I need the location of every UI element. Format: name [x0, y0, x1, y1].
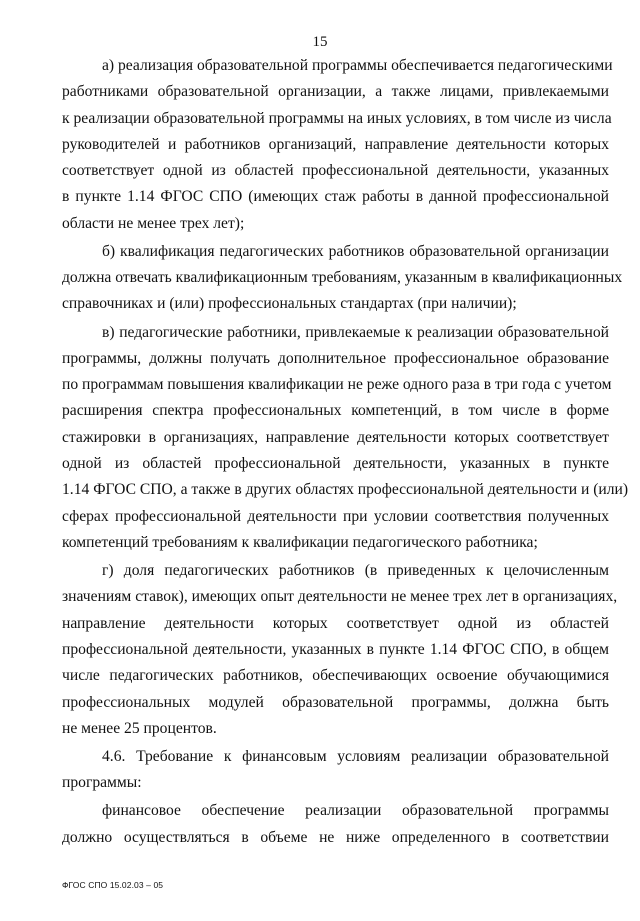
- text-line: по программам повышения квалификации не реже одного раза в три года с учетом: [62, 376, 612, 394]
- text-line: области не менее трех лет);: [62, 214, 245, 232]
- text-line: 4.6. Требование к финансовым условиям реализации образовательной: [102, 747, 609, 765]
- text-line: в) педагогические работники, привлекаемые к реализации образовательной: [102, 323, 609, 341]
- document-body: [62, 53, 629, 853]
- paragraph-item-a: [62, 53, 613, 237]
- paragraph-financing-paragraph: [62, 798, 609, 851]
- footer-document-code: ФГОС СПО 15.02.03 – 05: [62, 880, 164, 890]
- text-line: программы:: [62, 774, 142, 792]
- page-number: 15: [312, 34, 328, 50]
- text-line: направление деятельности которых соответствует одной из областей: [62, 614, 609, 632]
- text-line: программы, должны получать дополнительное профессиональное образование: [62, 349, 609, 367]
- text-line: профессиональных модулей образовательной программы, должна быть: [62, 693, 609, 711]
- text-line: числе педагогических работников, обеспечивающих освоение обучающимися: [62, 667, 609, 685]
- text-line: работниками образовательной организации, а также лицами, привлекаемыми: [62, 83, 609, 101]
- text-line: значениям ставок), имеющих опыт деятельности не менее трех лет в организациях,: [62, 588, 618, 606]
- text-line: к реализации образовательной программы на иных условиях, в том числе из числа: [62, 109, 612, 127]
- text-line: в пункте 1.14 ФГОС СПО (имеющих стаж работы в данной профессиональной: [62, 188, 609, 206]
- text-line: а) реализация образовательной программы обеспечивается педагогическими: [102, 57, 613, 74]
- paragraph-item-v: [62, 320, 629, 557]
- text-line: 1.14 ФГОС СПО, а также в других областях профессиональной деятельности и (или): [62, 481, 629, 499]
- text-line: г) доля педагогических работников (в приведенных к целочисленным: [102, 562, 609, 580]
- text-line: расширения спектра профессиональных компетенций, в том числе в форме: [62, 402, 609, 420]
- text-line: справочниках и (или) профессиональных стандартах (при наличии);: [62, 295, 517, 313]
- text-line: руководителей и работников организаций, направление деятельности которых: [62, 135, 609, 153]
- paragraph-section-4-6: [62, 744, 609, 797]
- text-line: финансовое обеспечение реализации образовательной программы: [102, 802, 609, 820]
- text-line: должна отвечать квалификационным требованиям, указанным в квалификационных: [62, 269, 623, 287]
- text-line: не менее 25 процентов.: [62, 719, 217, 737]
- text-line: профессиональной деятельности, указанных в пункте 1.14 ФГОС СПО, в общем: [62, 640, 609, 658]
- paragraph-item-b: [62, 239, 623, 318]
- text-line: должно осуществляться в объеме не ниже определенного в соответствии: [62, 828, 609, 846]
- paragraph-item-g: [62, 558, 618, 742]
- text-line: стажировки в организациях, направление деятельности которых соответствует: [62, 428, 609, 446]
- text-line: б) квалификация педагогических работников образовательной организации: [102, 242, 609, 260]
- text-line: компетенций требованиям к квалификации педагогического работника;: [62, 533, 538, 551]
- text-line: одной из областей профессиональной деятельности, указанных в пункте: [62, 455, 609, 473]
- text-line: сферах профессиональной деятельности при условии соответствия полученных: [62, 507, 609, 525]
- text-line: соответствует одной из областей профессиональной деятельности, указанных: [62, 162, 609, 180]
